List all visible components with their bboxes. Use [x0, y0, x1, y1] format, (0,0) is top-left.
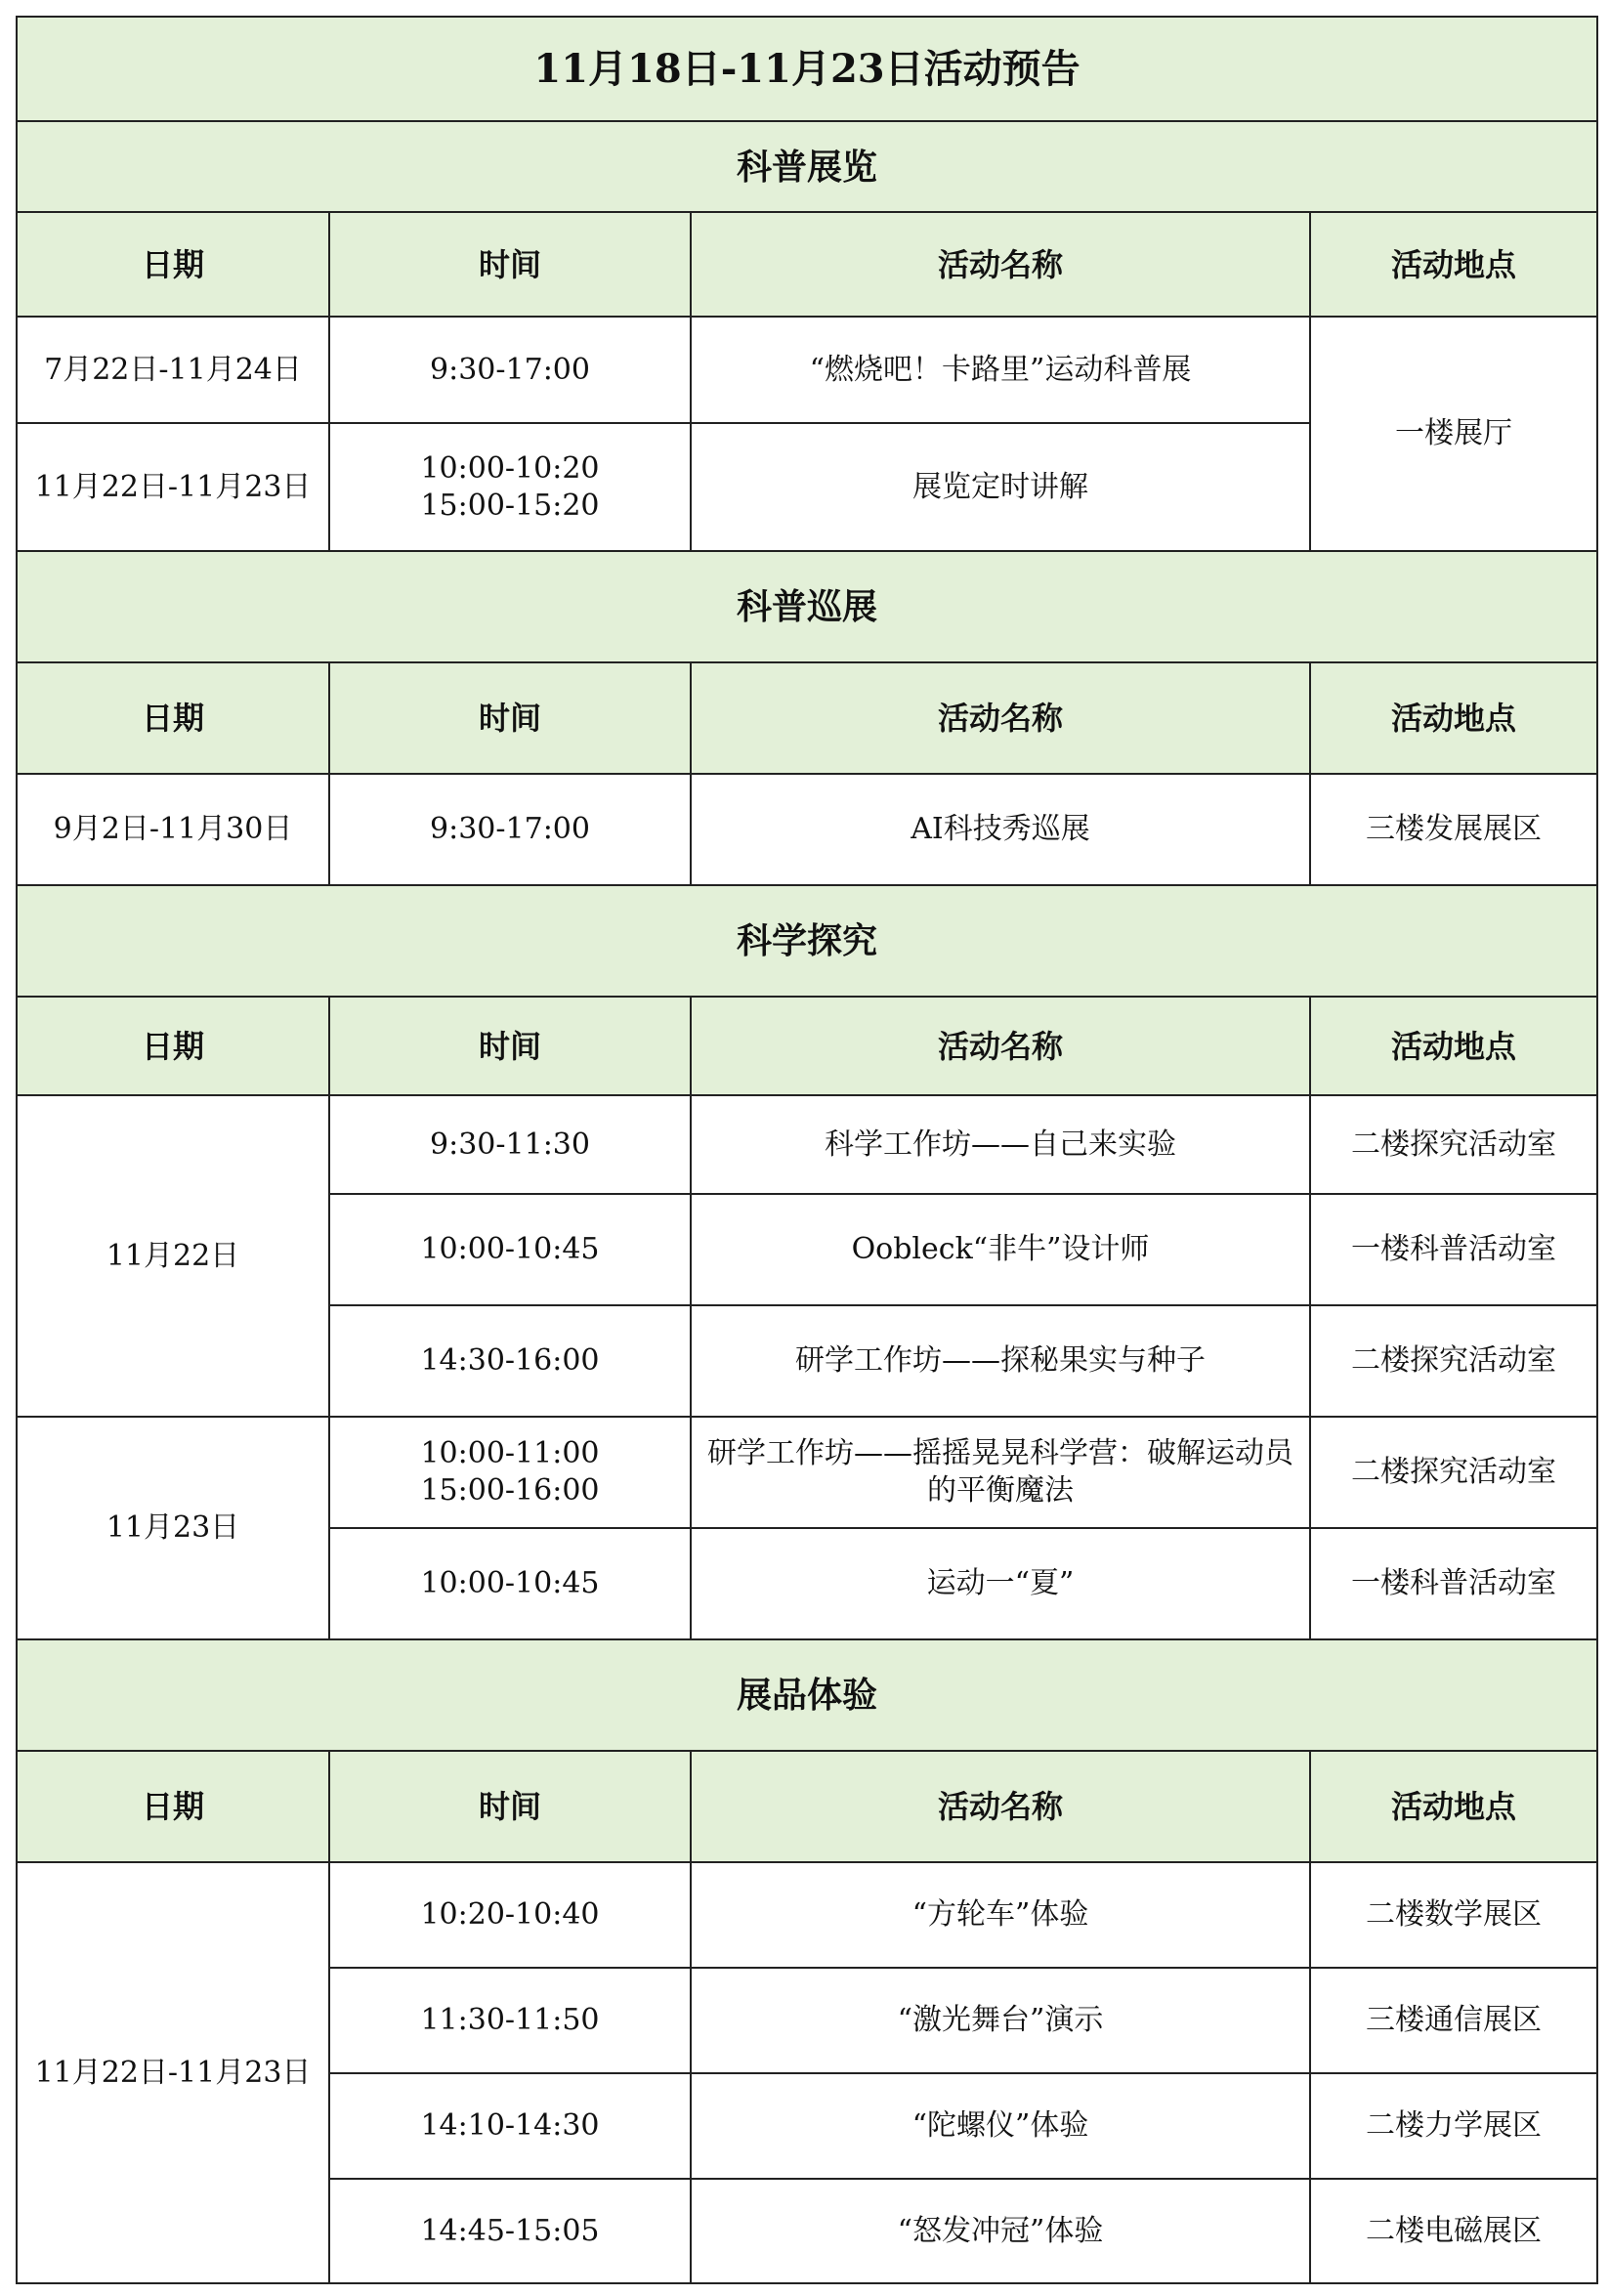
- place-cell: 一楼科普活动室: [1310, 1194, 1597, 1305]
- header-time: 时间: [329, 1751, 691, 1862]
- date-cell: 11月22日: [17, 1095, 329, 1417]
- place-cell: 二楼探究活动室: [1310, 1417, 1597, 1528]
- time-cell: 9:30-17:00: [329, 317, 691, 423]
- activity-name-cell: 研学工作坊——摇摇晃晃科学营：破解运动员的平衡魔法: [691, 1417, 1310, 1528]
- header-place: 活动地点: [1310, 1751, 1597, 1862]
- title-row: [17, 17, 1597, 121]
- table-row: [17, 1095, 1597, 1194]
- section-title: 科普巡展: [17, 551, 1597, 662]
- header-name: 活动名称: [691, 1751, 1310, 1862]
- activity-name-cell: “激光舞台”演示: [691, 1968, 1310, 2073]
- date-cell: 11月22日-11月23日: [17, 423, 329, 551]
- header-place: 活动地点: [1310, 212, 1597, 317]
- activity-name-cell: 研学工作坊——探秘果实与种子: [691, 1305, 1310, 1417]
- date-cell: 9月2日-11月30日: [17, 774, 329, 885]
- section-title: 科学探究: [17, 885, 1597, 997]
- header-time: 时间: [329, 662, 691, 774]
- header-time: 时间: [329, 997, 691, 1095]
- time-cell: 10:00-10:45: [329, 1528, 691, 1639]
- activity-name-cell: “燃烧吧！卡路里”运动科普展: [691, 317, 1310, 423]
- place-cell: 二楼探究活动室: [1310, 1305, 1597, 1417]
- activity-name-cell: “怒发冲冠”体验: [691, 2179, 1310, 2283]
- place-cell: 三楼发展展区: [1310, 774, 1597, 885]
- place-cell: 二楼力学展区: [1310, 2073, 1597, 2179]
- section-title: 展品体验: [17, 1639, 1597, 1751]
- place-cell: 二楼数学展区: [1310, 1862, 1597, 1968]
- time-cell: 14:30-16:00: [329, 1305, 691, 1417]
- section-header-row: [17, 1639, 1597, 1751]
- time-cell: 9:30-11:30: [329, 1095, 691, 1194]
- place-cell: 二楼电磁展区: [1310, 2179, 1597, 2283]
- activity-name-cell: 展览定时讲解: [691, 423, 1310, 551]
- header-place: 活动地点: [1310, 662, 1597, 774]
- activity-name-cell: AI科技秀巡展: [691, 774, 1310, 885]
- column-header-row: [17, 997, 1597, 1095]
- column-header-row: [17, 662, 1597, 774]
- place-cell: 三楼通信展区: [1310, 1968, 1597, 2073]
- time-cell: 10:00-10:45: [329, 1194, 691, 1305]
- activity-name-cell: “陀螺仪”体验: [691, 2073, 1310, 2179]
- section-header-row: [17, 551, 1597, 662]
- time-cell: 9:30-17:00: [329, 774, 691, 885]
- header-date: 日期: [17, 997, 329, 1095]
- time-cell: 10:00-11:00 15:00-16:00: [329, 1417, 691, 1528]
- place-cell: 一楼展厅: [1310, 317, 1597, 551]
- place-cell: 二楼探究活动室: [1310, 1095, 1597, 1194]
- header-place: 活动地点: [1310, 997, 1597, 1095]
- column-header-row: [17, 212, 1597, 317]
- section-title: 科普展览: [17, 121, 1597, 212]
- time-cell: 14:10-14:30: [329, 2073, 691, 2179]
- time-cell: 11:30-11:50: [329, 1968, 691, 2073]
- activity-name-cell: 运动一“夏”: [691, 1528, 1310, 1639]
- column-header-row: [17, 1751, 1597, 1862]
- section-header-row: [17, 885, 1597, 997]
- date-cell: 7月22日-11月24日: [17, 317, 329, 423]
- schedule-table: [16, 16, 1598, 2284]
- time-cell: 10:00-10:20 15:00-15:20: [329, 423, 691, 551]
- header-date: 日期: [17, 212, 329, 317]
- table-row: [17, 774, 1597, 885]
- time-cell: 14:45-15:05: [329, 2179, 691, 2283]
- header-name: 活动名称: [691, 997, 1310, 1095]
- header-date: 日期: [17, 1751, 329, 1862]
- place-cell: 一楼科普活动室: [1310, 1528, 1597, 1639]
- activity-name-cell: 科学工作坊——自己来实验: [691, 1095, 1310, 1194]
- time-cell: 10:20-10:40: [329, 1862, 691, 1968]
- activity-name-cell: Oobleck“非牛”设计师: [691, 1194, 1310, 1305]
- page-title: 11月18日-11月23日活动预告: [17, 17, 1597, 121]
- header-date: 日期: [17, 662, 329, 774]
- date-cell: 11月22日-11月23日: [17, 1862, 329, 2283]
- table-row: [17, 1417, 1597, 1528]
- activity-name-cell: “方轮车”体验: [691, 1862, 1310, 1968]
- header-name: 活动名称: [691, 212, 1310, 317]
- header-time: 时间: [329, 212, 691, 317]
- date-cell: 11月23日: [17, 1417, 329, 1639]
- header-name: 活动名称: [691, 662, 1310, 774]
- table-row: [17, 317, 1597, 423]
- section-header-row: [17, 121, 1597, 212]
- table-row: [17, 1862, 1597, 1968]
